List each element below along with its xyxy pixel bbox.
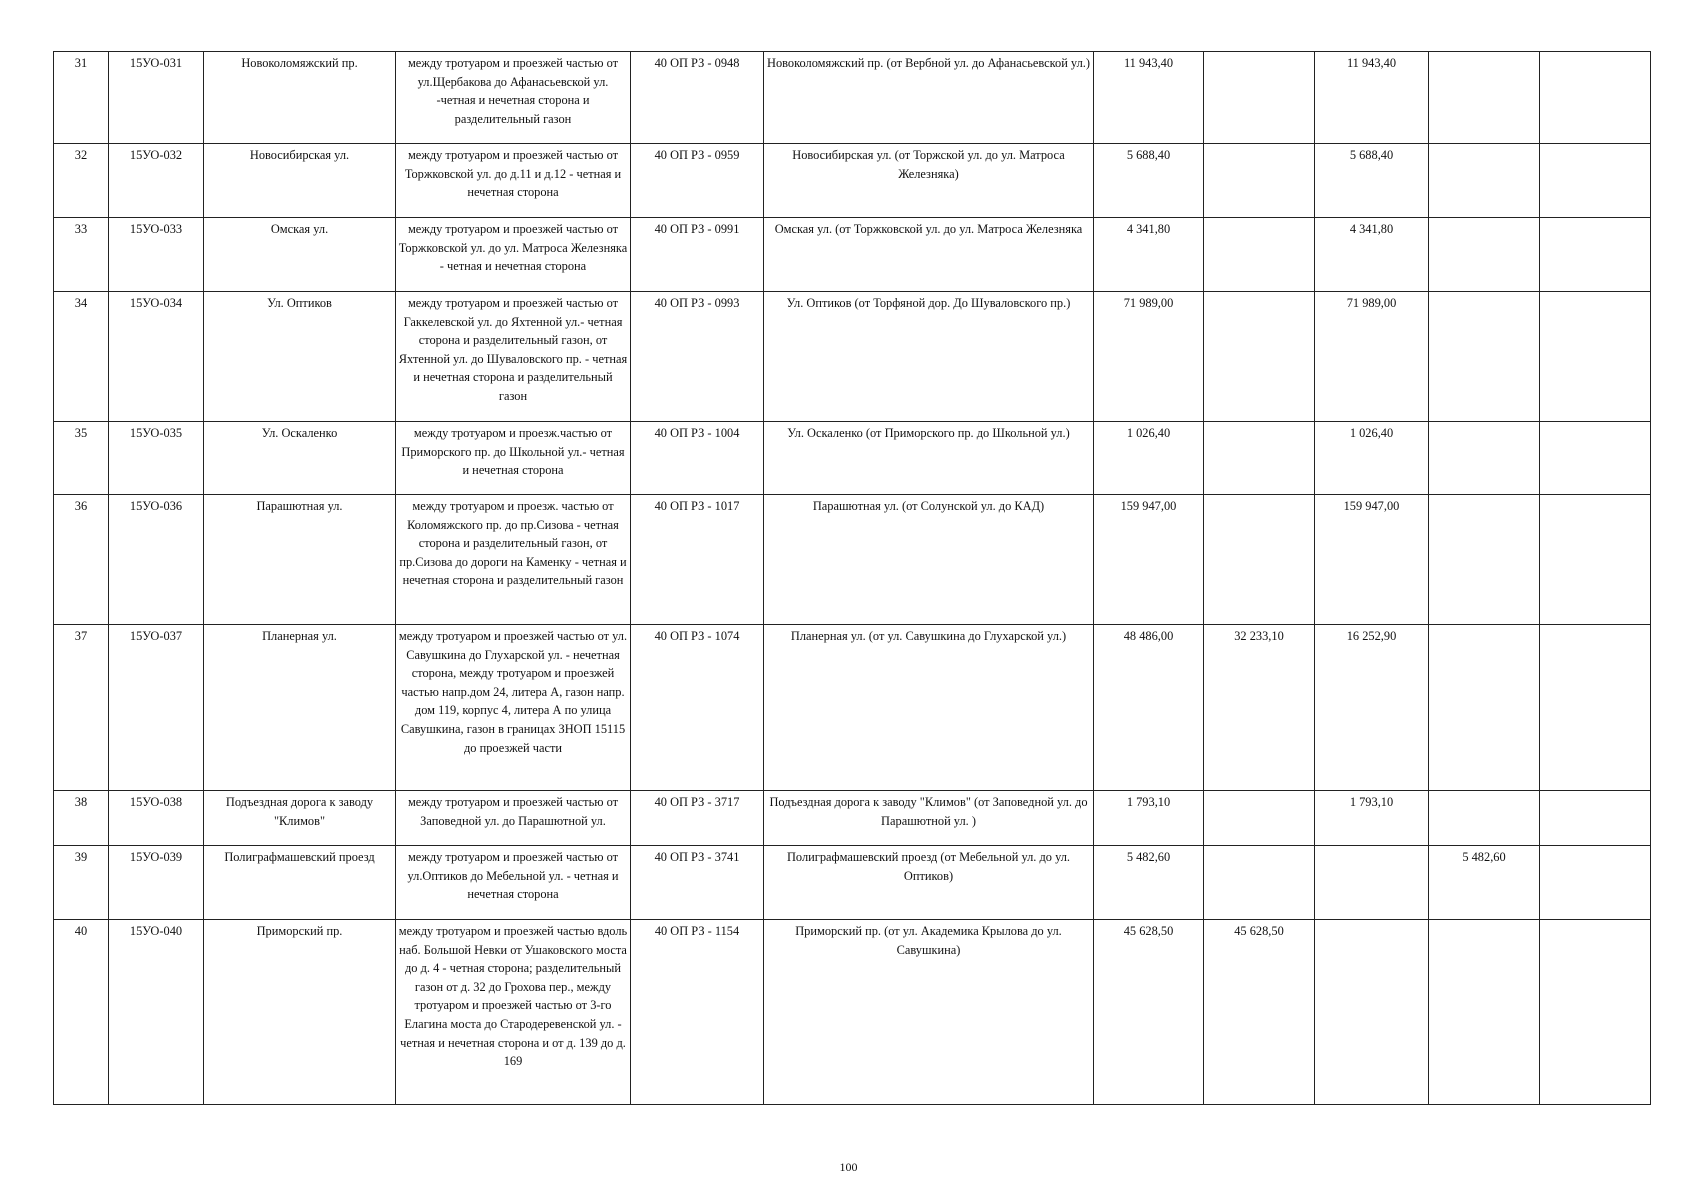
table-row — [54, 495, 1651, 625]
cell-number: 31 — [54, 52, 109, 144]
table-row — [54, 625, 1651, 791]
cell-code: 15УО-040 — [109, 920, 204, 1105]
cell-road-name: Новосибирская ул. (от Торжской ул. до ул. Матроса Железняка) — [764, 144, 1094, 218]
table-row — [54, 846, 1651, 920]
cell-road-name: Полиграфмашевский проезд (от Мебельной ул. до ул. Оптиков) — [764, 846, 1094, 920]
cell-area-col-d — [1540, 292, 1651, 422]
table-row — [54, 422, 1651, 495]
cell-number: 35 — [54, 422, 109, 495]
cell-area-total: 159 947,00 — [1094, 495, 1204, 625]
cell-location: между тротуаром и проезжей частью от Торжковской ул. до ул. Матроса Железняка - четная и нечетная сторона — [396, 218, 631, 292]
cell-area-col-c — [1429, 422, 1540, 495]
cell-road-id: 40 ОП РЗ - 0993 — [631, 292, 764, 422]
cell-number: 38 — [54, 791, 109, 846]
cell-area-total: 5 688,40 — [1094, 144, 1204, 218]
cell-area-col-c — [1429, 495, 1540, 625]
cell-area-total: 1 026,40 — [1094, 422, 1204, 495]
cell-area-col-d — [1540, 218, 1651, 292]
cell-street: Полиграфмашевский проезд — [204, 846, 396, 920]
cell-street: Приморский пр. — [204, 920, 396, 1105]
cell-number: 32 — [54, 144, 109, 218]
cell-road-id: 40 ОП РЗ - 3741 — [631, 846, 764, 920]
cell-road-name: Парашютная ул. (от Солунской ул. до КАД) — [764, 495, 1094, 625]
cell-area-col-a — [1204, 144, 1315, 218]
cell-street: Ул. Оптиков — [204, 292, 396, 422]
cell-number: 36 — [54, 495, 109, 625]
cell-road-name: Омская ул. (от Торжковской ул. до ул. Матроса Железняка — [764, 218, 1094, 292]
cell-road-name: Ул. Оскаленко (от Приморского пр. до Школьной ул.) — [764, 422, 1094, 495]
cell-area-col-a: 32 233,10 — [1204, 625, 1315, 791]
cell-road-id: 40 ОП РЗ - 1074 — [631, 625, 764, 791]
cell-number: 39 — [54, 846, 109, 920]
cell-location: между тротуаром и проезж.частью от Приморского пр. до Школьной ул.- четная и нечетная сторона — [396, 422, 631, 495]
cell-area-total: 1 793,10 — [1094, 791, 1204, 846]
cell-road-name: Ул. Оптиков (от Торфяной дор. До Шуваловского пр.) — [764, 292, 1094, 422]
cell-area-col-a — [1204, 422, 1315, 495]
cell-number: 37 — [54, 625, 109, 791]
cell-code: 15УО-038 — [109, 791, 204, 846]
cell-location: между тротуаром и проезжей частью от ул.Щербакова до Афанасьевской ул. -четная и нечетная сторона и разделительный газон — [396, 52, 631, 144]
cell-area-col-c — [1429, 791, 1540, 846]
cell-street: Новосибирская ул. — [204, 144, 396, 218]
register-table — [53, 51, 1651, 1105]
cell-location: между тротуаром и проезж. частью от Коломяжского пр. до пр.Сизова - четная сторона и разделительный газон, от пр.Сизова до дороги на Каменку - четная и нечетная сторона и разделительный газон — [396, 495, 631, 625]
cell-road-name: Приморский пр. (от ул. Академика Крылова до ул. Савушкина) — [764, 920, 1094, 1105]
cell-location: между тротуаром и проезжей частью от ул. Савушкина до Глухарской ул. - нечетная сторона, между тротуаром и проезжей частью напр.дом 24, литера А, газон напр. дом 119, корпус 4, литера А по улица Савушкина, газон в границах ЗНОП 15115 до проезжей части — [396, 625, 631, 791]
cell-area-col-c — [1429, 218, 1540, 292]
cell-code: 15УО-037 — [109, 625, 204, 791]
cell-area-col-c — [1429, 920, 1540, 1105]
cell-area-col-d — [1540, 495, 1651, 625]
table-row — [54, 52, 1651, 144]
table-row — [54, 920, 1651, 1105]
cell-area-col-a — [1204, 52, 1315, 144]
cell-road-id: 40 ОП РЗ - 3717 — [631, 791, 764, 846]
cell-area-col-b: 4 341,80 — [1315, 218, 1429, 292]
cell-street: Парашютная ул. — [204, 495, 396, 625]
cell-area-col-a — [1204, 292, 1315, 422]
cell-road-id: 40 ОП РЗ - 1004 — [631, 422, 764, 495]
cell-road-name: Подъездная дорога к заводу "Климов" (от Заповедной ул. до Парашютной ул. ) — [764, 791, 1094, 846]
table-row — [54, 218, 1651, 292]
cell-area-col-a: 45 628,50 — [1204, 920, 1315, 1105]
cell-number: 33 — [54, 218, 109, 292]
cell-area-total: 48 486,00 — [1094, 625, 1204, 791]
cell-area-col-d — [1540, 846, 1651, 920]
cell-road-id: 40 ОП РЗ - 0959 — [631, 144, 764, 218]
cell-area-total: 5 482,60 — [1094, 846, 1204, 920]
cell-location: между тротуаром и проезжей частью от Гаккелевской ул. до Яхтенной ул.- четная сторона и разделительный газон, от Яхтенной ул. до Шуваловского пр. - четная и нечетная сторона и разделительный газон — [396, 292, 631, 422]
cell-area-col-c — [1429, 144, 1540, 218]
cell-area-col-b: 11 943,40 — [1315, 52, 1429, 144]
cell-area-col-c — [1429, 292, 1540, 422]
cell-area-col-d — [1540, 52, 1651, 144]
register-body — [54, 52, 1651, 1105]
table-row — [54, 144, 1651, 218]
cell-road-id: 40 ОП РЗ - 0991 — [631, 218, 764, 292]
cell-area-col-b: 16 252,90 — [1315, 625, 1429, 791]
cell-road-id: 40 ОП РЗ - 1017 — [631, 495, 764, 625]
cell-area-col-a — [1204, 218, 1315, 292]
register-sheet — [53, 51, 1651, 1105]
cell-street: Новоколомяжский пр. — [204, 52, 396, 144]
cell-location: между тротуаром и проезжей частью от Торжковской ул. до д.11 и д.12 - четная и нечетная сторона — [396, 144, 631, 218]
cell-area-col-d — [1540, 920, 1651, 1105]
cell-area-col-b: 1 026,40 — [1315, 422, 1429, 495]
cell-area-col-c: 5 482,60 — [1429, 846, 1540, 920]
cell-street: Омская ул. — [204, 218, 396, 292]
cell-area-col-d — [1540, 791, 1651, 846]
cell-area-col-a — [1204, 846, 1315, 920]
cell-street: Планерная ул. — [204, 625, 396, 791]
cell-area-total: 45 628,50 — [1094, 920, 1204, 1105]
table-row — [54, 791, 1651, 846]
cell-road-name: Планерная ул. (от ул. Савушкина до Глухарской ул.) — [764, 625, 1094, 791]
cell-area-col-b: 159 947,00 — [1315, 495, 1429, 625]
cell-location: между тротуаром и проезжей частью от ул.Оптиков до Мебельной ул. - четная и нечетная сторона — [396, 846, 631, 920]
cell-code: 15УО-035 — [109, 422, 204, 495]
cell-code: 15УО-039 — [109, 846, 204, 920]
cell-area-col-b: 71 989,00 — [1315, 292, 1429, 422]
cell-code: 15УО-034 — [109, 292, 204, 422]
cell-area-col-a — [1204, 791, 1315, 846]
cell-location: между тротуаром и проезжей частью от Заповедной ул. до Парашютной ул. — [396, 791, 631, 846]
cell-street: Подъездная дорога к заводу "Климов" — [204, 791, 396, 846]
cell-code: 15УО-036 — [109, 495, 204, 625]
cell-area-total: 71 989,00 — [1094, 292, 1204, 422]
cell-area-total: 11 943,40 — [1094, 52, 1204, 144]
cell-road-name: Новоколомяжский пр. (от Вербной ул. до Афанасьевской ул.) — [764, 52, 1094, 144]
cell-area-total: 4 341,80 — [1094, 218, 1204, 292]
cell-area-col-a — [1204, 495, 1315, 625]
cell-code: 15УО-033 — [109, 218, 204, 292]
cell-area-col-d — [1540, 625, 1651, 791]
cell-area-col-d — [1540, 422, 1651, 495]
cell-area-col-b — [1315, 920, 1429, 1105]
cell-road-id: 40 ОП РЗ - 0948 — [631, 52, 764, 144]
cell-area-col-b: 5 688,40 — [1315, 144, 1429, 218]
cell-code: 15УО-031 — [109, 52, 204, 144]
cell-area-col-b — [1315, 846, 1429, 920]
cell-road-id: 40 ОП РЗ - 1154 — [631, 920, 764, 1105]
cell-area-col-c — [1429, 625, 1540, 791]
cell-area-col-c — [1429, 52, 1540, 144]
cell-number: 40 — [54, 920, 109, 1105]
cell-area-col-d — [1540, 144, 1651, 218]
cell-area-col-b: 1 793,10 — [1315, 791, 1429, 846]
cell-location: между тротуаром и проезжей частью вдоль наб. Большой Невки от Ушаковского моста до д. 4 - четная сторона; разделительный газон от д. 32 до Грохова пер., между тротуаром и проезжей частью от 3-го Елагина моста до Стародеревенской ул. - четная и нечетная сторона и от д. 139 до д. 169 — [396, 920, 631, 1105]
cell-code: 15УО-032 — [109, 144, 204, 218]
page-number: 100 — [839, 1160, 858, 1174]
cell-number: 34 — [54, 292, 109, 422]
table-row — [54, 292, 1651, 422]
cell-street: Ул. Оскаленко — [204, 422, 396, 495]
